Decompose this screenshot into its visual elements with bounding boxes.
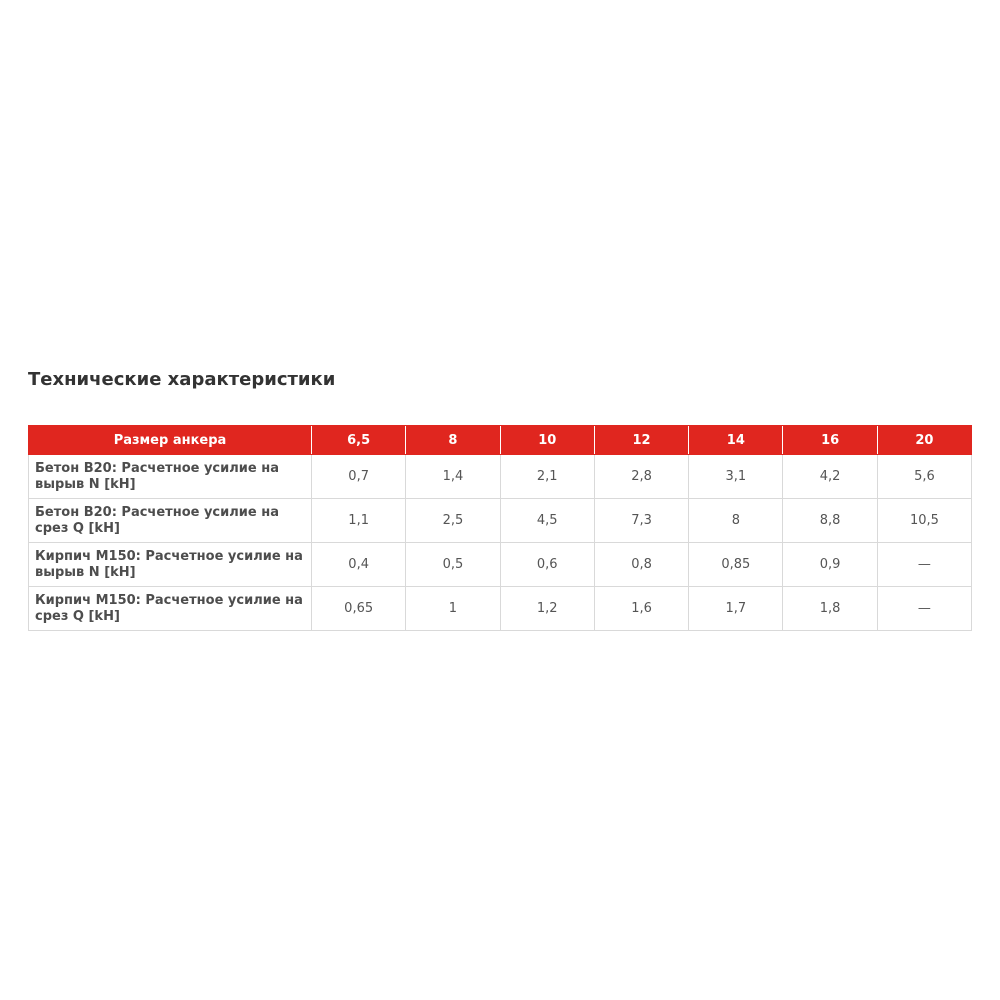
table-cell: 8,8 — [783, 499, 877, 543]
section-title: Технические характеристики — [28, 369, 336, 390]
table-cell: 4,2 — [783, 455, 877, 499]
table-cell: 2,1 — [500, 455, 594, 499]
table-cell: 0,9 — [783, 543, 877, 587]
table-cell: 7,3 — [594, 499, 688, 543]
table-cell: 0,85 — [689, 543, 783, 587]
table-row — [29, 499, 972, 543]
table-cell: 5,6 — [877, 455, 971, 499]
header-size-cell: 14 — [689, 426, 783, 455]
table-cell: 0,6 — [500, 543, 594, 587]
table-row — [29, 455, 972, 499]
row-label: Бетон B20: Расчетное усилие на вырыв N [kH] — [29, 455, 312, 499]
table-row — [29, 543, 972, 587]
row-label: Кирпич M150: Расчетное усилие на срез Q [kH] — [29, 587, 312, 631]
header-size-cell: 8 — [406, 426, 500, 455]
table-cell: 4,5 — [500, 499, 594, 543]
header-size-cell: 6,5 — [312, 426, 406, 455]
table-cell: — — [877, 587, 971, 631]
table-cell: 1,8 — [783, 587, 877, 631]
table-cell: — — [877, 543, 971, 587]
table-cell: 2,8 — [594, 455, 688, 499]
table-cell: 8 — [689, 499, 783, 543]
table-cell: 0,65 — [312, 587, 406, 631]
table-cell: 1,1 — [312, 499, 406, 543]
table-cell: 1,2 — [500, 587, 594, 631]
table-cell: 0,5 — [406, 543, 500, 587]
table-cell: 10,5 — [877, 499, 971, 543]
table-cell: 0,8 — [594, 543, 688, 587]
specifications-table — [28, 425, 972, 631]
header-size-cell: 12 — [594, 426, 688, 455]
row-label: Кирпич M150: Расчетное усилие на вырыв N [kH] — [29, 543, 312, 587]
table-row — [29, 587, 972, 631]
table-cell: 0,7 — [312, 455, 406, 499]
header-size-cell: 16 — [783, 426, 877, 455]
table-header-row — [29, 426, 972, 455]
table-cell: 1,7 — [689, 587, 783, 631]
table-cell: 2,5 — [406, 499, 500, 543]
row-label: Бетон B20: Расчетное усилие на срез Q [kH] — [29, 499, 312, 543]
table-cell: 1 — [406, 587, 500, 631]
header-size-cell: 10 — [500, 426, 594, 455]
table-cell: 1,6 — [594, 587, 688, 631]
table-cell: 1,4 — [406, 455, 500, 499]
header-size-cell: 20 — [877, 426, 971, 455]
table-cell: 0,4 — [312, 543, 406, 587]
header-anchor-size-label: Размер анкера — [29, 426, 312, 455]
table-cell: 3,1 — [689, 455, 783, 499]
